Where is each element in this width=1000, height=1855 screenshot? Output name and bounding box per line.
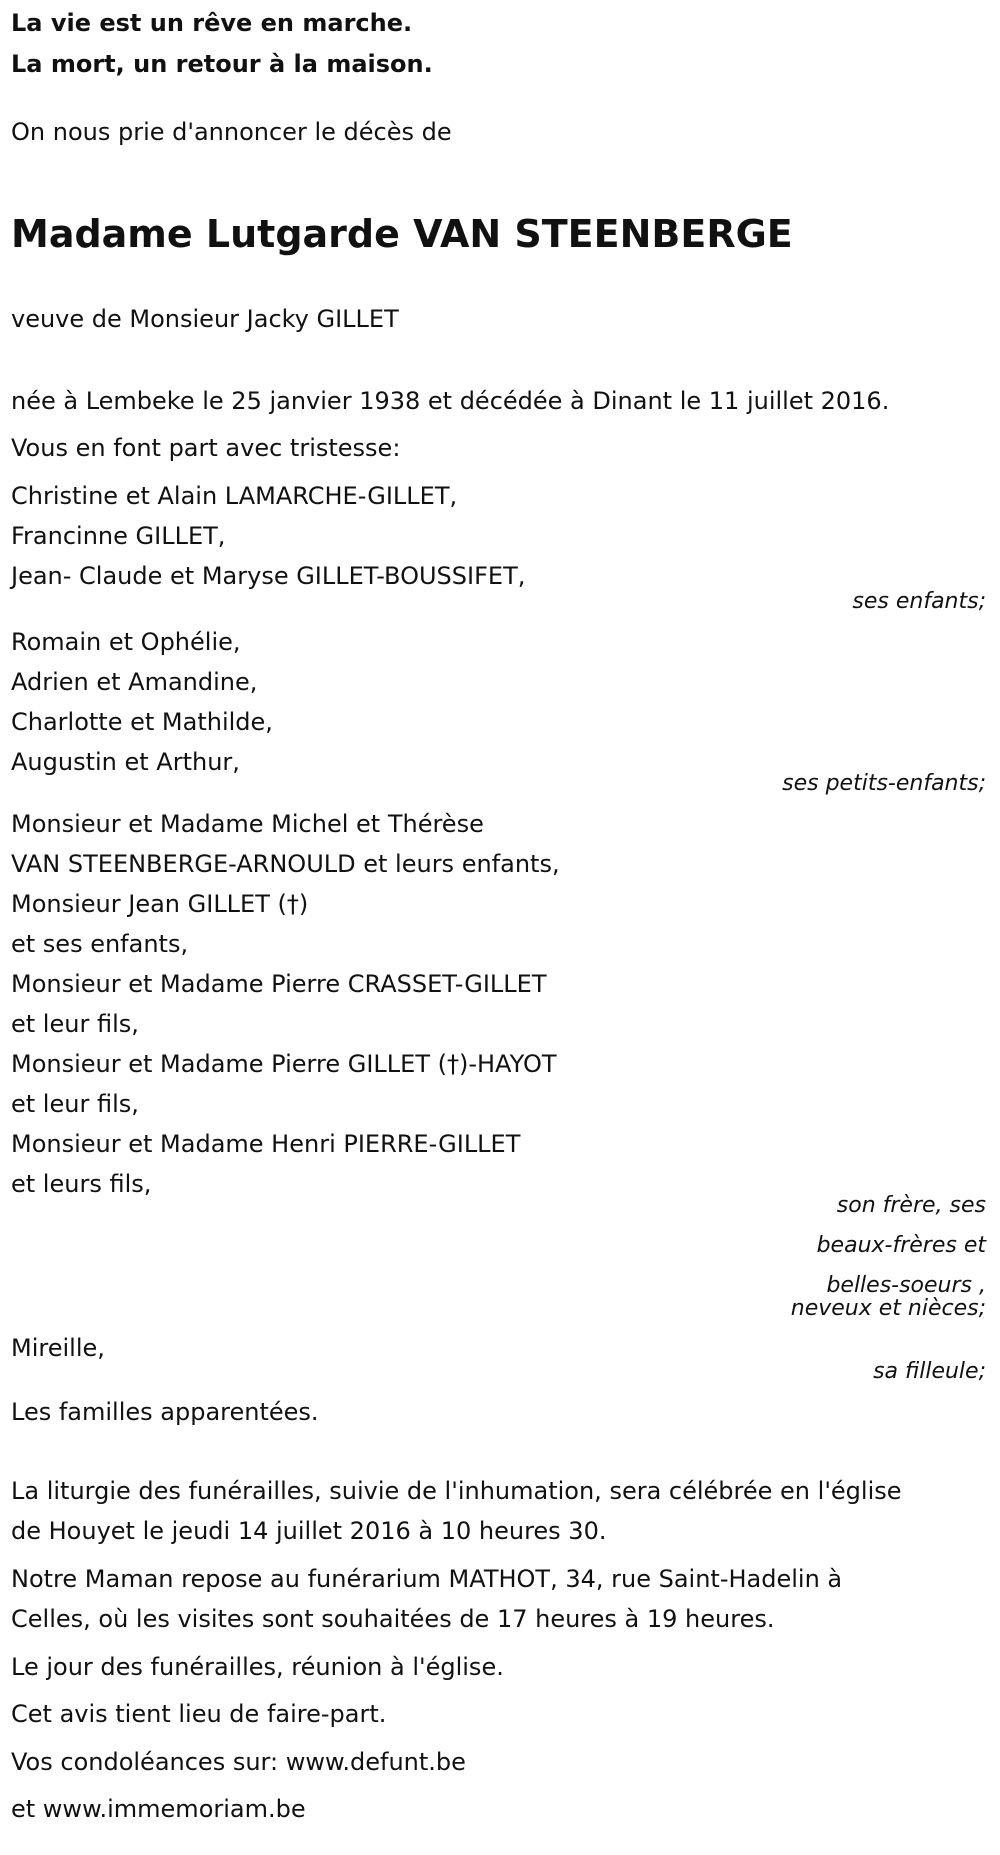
sibling-line: Monsieur et Madame Henri PIERRE-GILLET <box>11 1130 521 1158</box>
extended-families: Les familles apparentées. <box>11 1398 319 1426</box>
sibling-line: et ses enfants, <box>11 930 189 958</box>
sibling-line: Monsieur et Madame Michel et Thérèse <box>11 810 484 838</box>
notice-line: Cet avis tient lieu de faire-part. <box>11 1700 387 1728</box>
sibling-line: VAN STEENBERGE-ARNOULD et leurs enfants, <box>11 850 560 878</box>
sibling-line: et leurs fils, <box>11 1170 152 1198</box>
sibling-line: et leur fils, <box>11 1010 139 1038</box>
siblings-relation: belles-soeurs , <box>826 1273 986 1298</box>
grandchild-name: Adrien et Amandine, <box>11 668 258 696</box>
sibling-line: Monsieur et Madame Pierre GILLET (†)-HAYOT <box>11 1050 557 1078</box>
child-name: Jean- Claude et Maryse GILLET-BOUSSIFET, <box>11 562 526 590</box>
condolences-line-2: et www.immemoriam.be <box>11 1795 306 1823</box>
sibling-line: Monsieur Jean GILLET (†) <box>11 890 309 918</box>
child-name: Christine et Alain LAMARCHE-GILLET, <box>11 482 458 510</box>
sibling-line: et leur fils, <box>11 1090 139 1118</box>
goddaughter-name: Mireille, <box>11 1334 105 1362</box>
birth-death-dates: née à Lembeke le 25 janvier 1938 et décédée à Dinant le 11 juillet 2016. <box>11 387 890 415</box>
announcement-intro: On nous prie d'annoncer le décès de <box>11 118 452 146</box>
grandchildren-relation: ses petits-enfants; <box>782 771 986 796</box>
grandchild-name: Romain et Ophélie, <box>11 628 241 656</box>
repose-line-2: Celles, où les visites sont souhaitées de 17 heures à 19 heures. <box>11 1605 775 1633</box>
sibling-line: Monsieur et Madame Pierre CRASSET-GILLET <box>11 970 547 998</box>
child-name: Francinne GILLET, <box>11 522 226 550</box>
condolences-line-1: Vos condoléances sur: www.defunt.be <box>11 1748 466 1776</box>
grandchild-name: Augustin et Arthur, <box>11 748 240 776</box>
repose-line-1: Notre Maman repose au funérarium MATHOT, 34, rue Saint-Hadelin à <box>11 1565 843 1593</box>
deceased-name: Madame Lutgarde VAN STEENBERGE <box>11 212 793 256</box>
siblings-relation: beaux-frères et <box>816 1233 986 1258</box>
epigraph-line-2: La mort, un retour à la maison. <box>11 50 433 78</box>
meeting-line: Le jour des funérailles, réunion à l'église. <box>11 1653 504 1681</box>
children-relation: ses enfants; <box>852 589 986 614</box>
siblings-relation: neveux et nièces; <box>790 1296 986 1321</box>
liturgy-line-1: La liturgie des funérailles, suivie de l'inhumation, sera célébrée en l'église <box>11 1477 902 1505</box>
spouse-line: veuve de Monsieur Jacky GILLET <box>11 305 399 333</box>
epigraph-line-1: La vie est un rêve en marche. <box>11 9 413 37</box>
siblings-relation: son frère, ses <box>836 1193 986 1218</box>
grandchild-name: Charlotte et Mathilde, <box>11 708 273 736</box>
share-intro: Vous en font part avec tristesse: <box>11 434 401 462</box>
goddaughter-relation: sa filleule; <box>873 1359 986 1384</box>
liturgy-line-2: de Houyet le jeudi 14 juillet 2016 à 10 heures 30. <box>11 1517 607 1545</box>
